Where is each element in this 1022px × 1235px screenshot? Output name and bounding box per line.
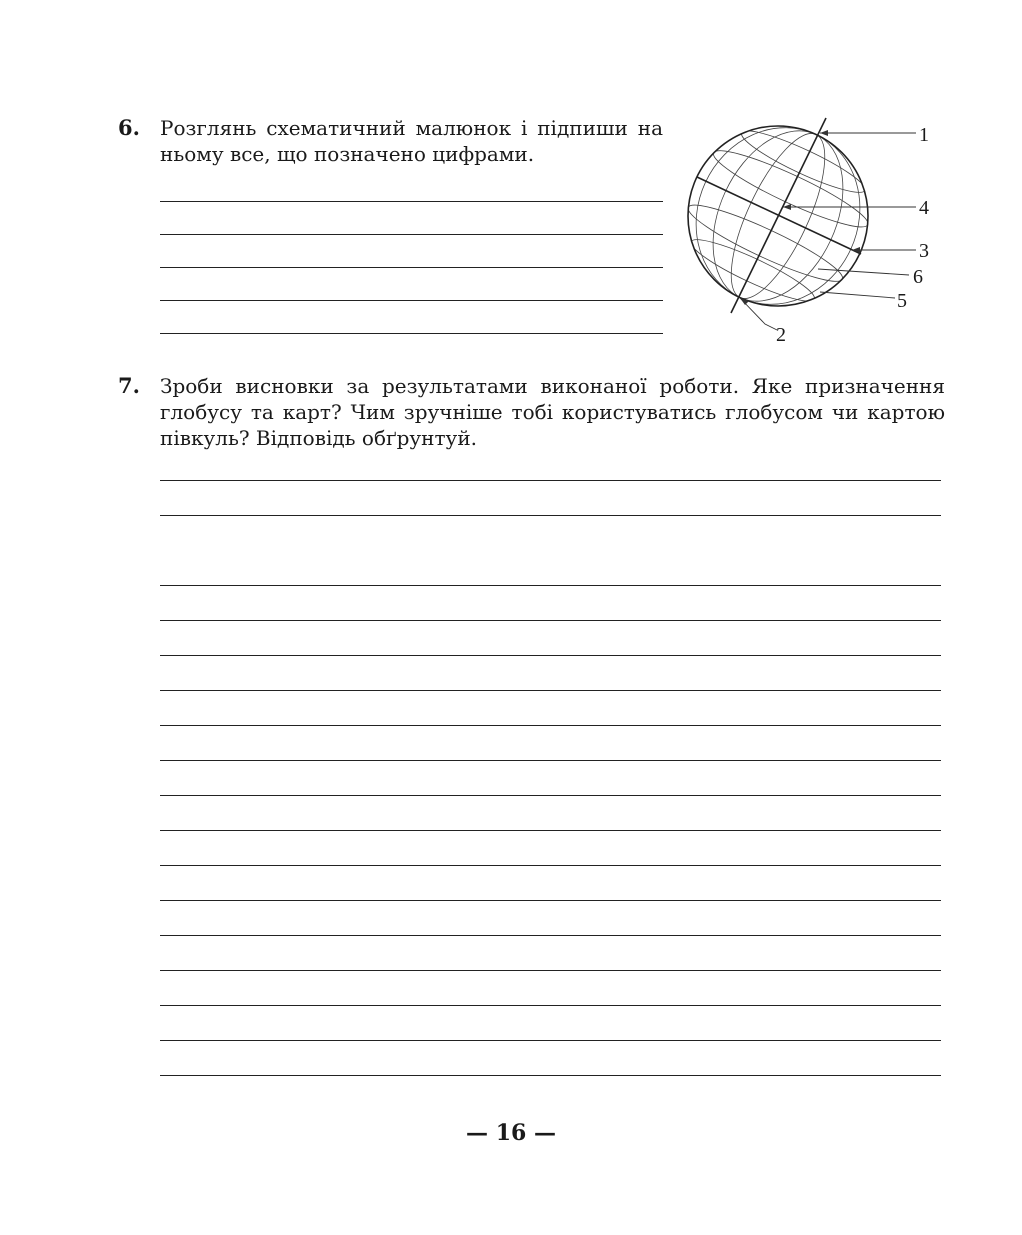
answer-line[interactable] (160, 234, 663, 235)
page-number: — 16 — (466, 1120, 556, 1146)
answer-line[interactable] (160, 760, 941, 761)
answer-line[interactable] (160, 1075, 941, 1076)
figure-label-6: 6 (913, 266, 923, 288)
figure-label-2: 2 (776, 324, 786, 346)
answer-line[interactable] (160, 515, 941, 516)
answer-line[interactable] (160, 690, 941, 691)
figure-label-1: 1 (919, 124, 929, 146)
answer-line[interactable] (160, 1005, 941, 1006)
answer-line[interactable] (160, 795, 941, 796)
task-6-number: 6. (118, 115, 140, 140)
meridian-line (680, 112, 889, 331)
answer-line[interactable] (160, 970, 941, 971)
answer-line[interactable] (160, 620, 941, 621)
answer-line[interactable] (160, 935, 941, 936)
answer-line[interactable] (160, 725, 941, 726)
answer-line[interactable] (160, 333, 663, 334)
answer-line[interactable] (160, 1040, 941, 1041)
figure-label-5: 5 (897, 290, 907, 312)
answer-line[interactable] (160, 830, 941, 831)
task-7-number: 7. (118, 373, 140, 398)
answer-line[interactable] (160, 900, 941, 901)
answer-line[interactable] (160, 655, 941, 656)
answer-line[interactable] (160, 865, 941, 866)
task-7-text: Зроби висновки за результатами виконаної роботи. Яке призначення глобусу та карт? Чим зручніше тобі користуватись глобусом чи картою півкуль? Відповідь обґрунтуй. (160, 374, 945, 450)
answer-line[interactable] (160, 585, 941, 586)
answer-line[interactable] (160, 201, 663, 202)
globe-svg (680, 112, 950, 352)
figure-label-4: 4 (919, 197, 929, 219)
answer-line[interactable] (160, 480, 941, 481)
task-6-text: Розглянь схематичний малюнок і підпиши на ньому все, що позначено цифрами. (160, 116, 663, 166)
equator-line (697, 177, 861, 254)
globe-diagram (680, 112, 950, 352)
globe-grid (680, 112, 893, 333)
answer-line[interactable] (160, 300, 663, 301)
answer-line[interactable] (160, 267, 663, 268)
figure-label-3: 3 (919, 240, 929, 262)
